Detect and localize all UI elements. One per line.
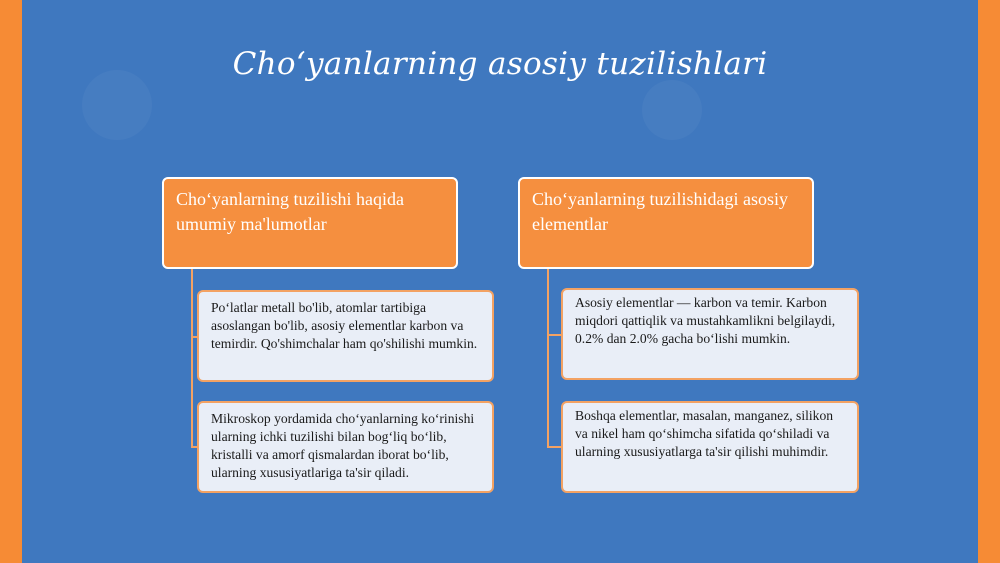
connector-line xyxy=(191,269,193,446)
slide xyxy=(22,0,978,563)
group-1-header: Cho‘yanlarning tuzilishi haqida umumiy ma'lumotlar xyxy=(162,177,458,269)
connector-line xyxy=(547,269,549,446)
group-1-item-2: Mikroskop yordamida cho‘yanlarning ko‘rinishi ularning ichki tuzilishi bilan bog‘liq bo‘lib, kristalli va amorf qismalardan iborat bo‘lib, ularning xususiyatlariga ta'sir qiladi. xyxy=(197,401,494,493)
slide-title: Cho‘yanlarning asosiy tuzilishlari xyxy=(232,46,768,82)
group-2-item-2: Boshqa elementlar, masalan, manganez, silikon va nikel ham qo‘shimcha sifatida qo‘shiladi va ularning xususiyatlarga ta'sir qilishi muhimdir. xyxy=(561,401,859,493)
group-2-header: Cho‘yanlarning tuzilishidagi asosiy elementlar xyxy=(518,177,814,269)
group-1-item-1: Po‘latlar metall bo'lib, atomlar tartibiga asoslangan bo'lib, asosiy elementlar karbon va temirdir. Qo'shimchalar ham qo'shilishi mumkin. xyxy=(197,290,494,382)
watermark-circle xyxy=(642,80,702,140)
group-2-item-1: Asosiy elementlar — karbon va temir. Karbon miqdori qattiqlik va mustahkamlikni belgilaydi, 0.2% dan 2.0% gacha bo‘lishi mumkin. xyxy=(561,288,859,380)
